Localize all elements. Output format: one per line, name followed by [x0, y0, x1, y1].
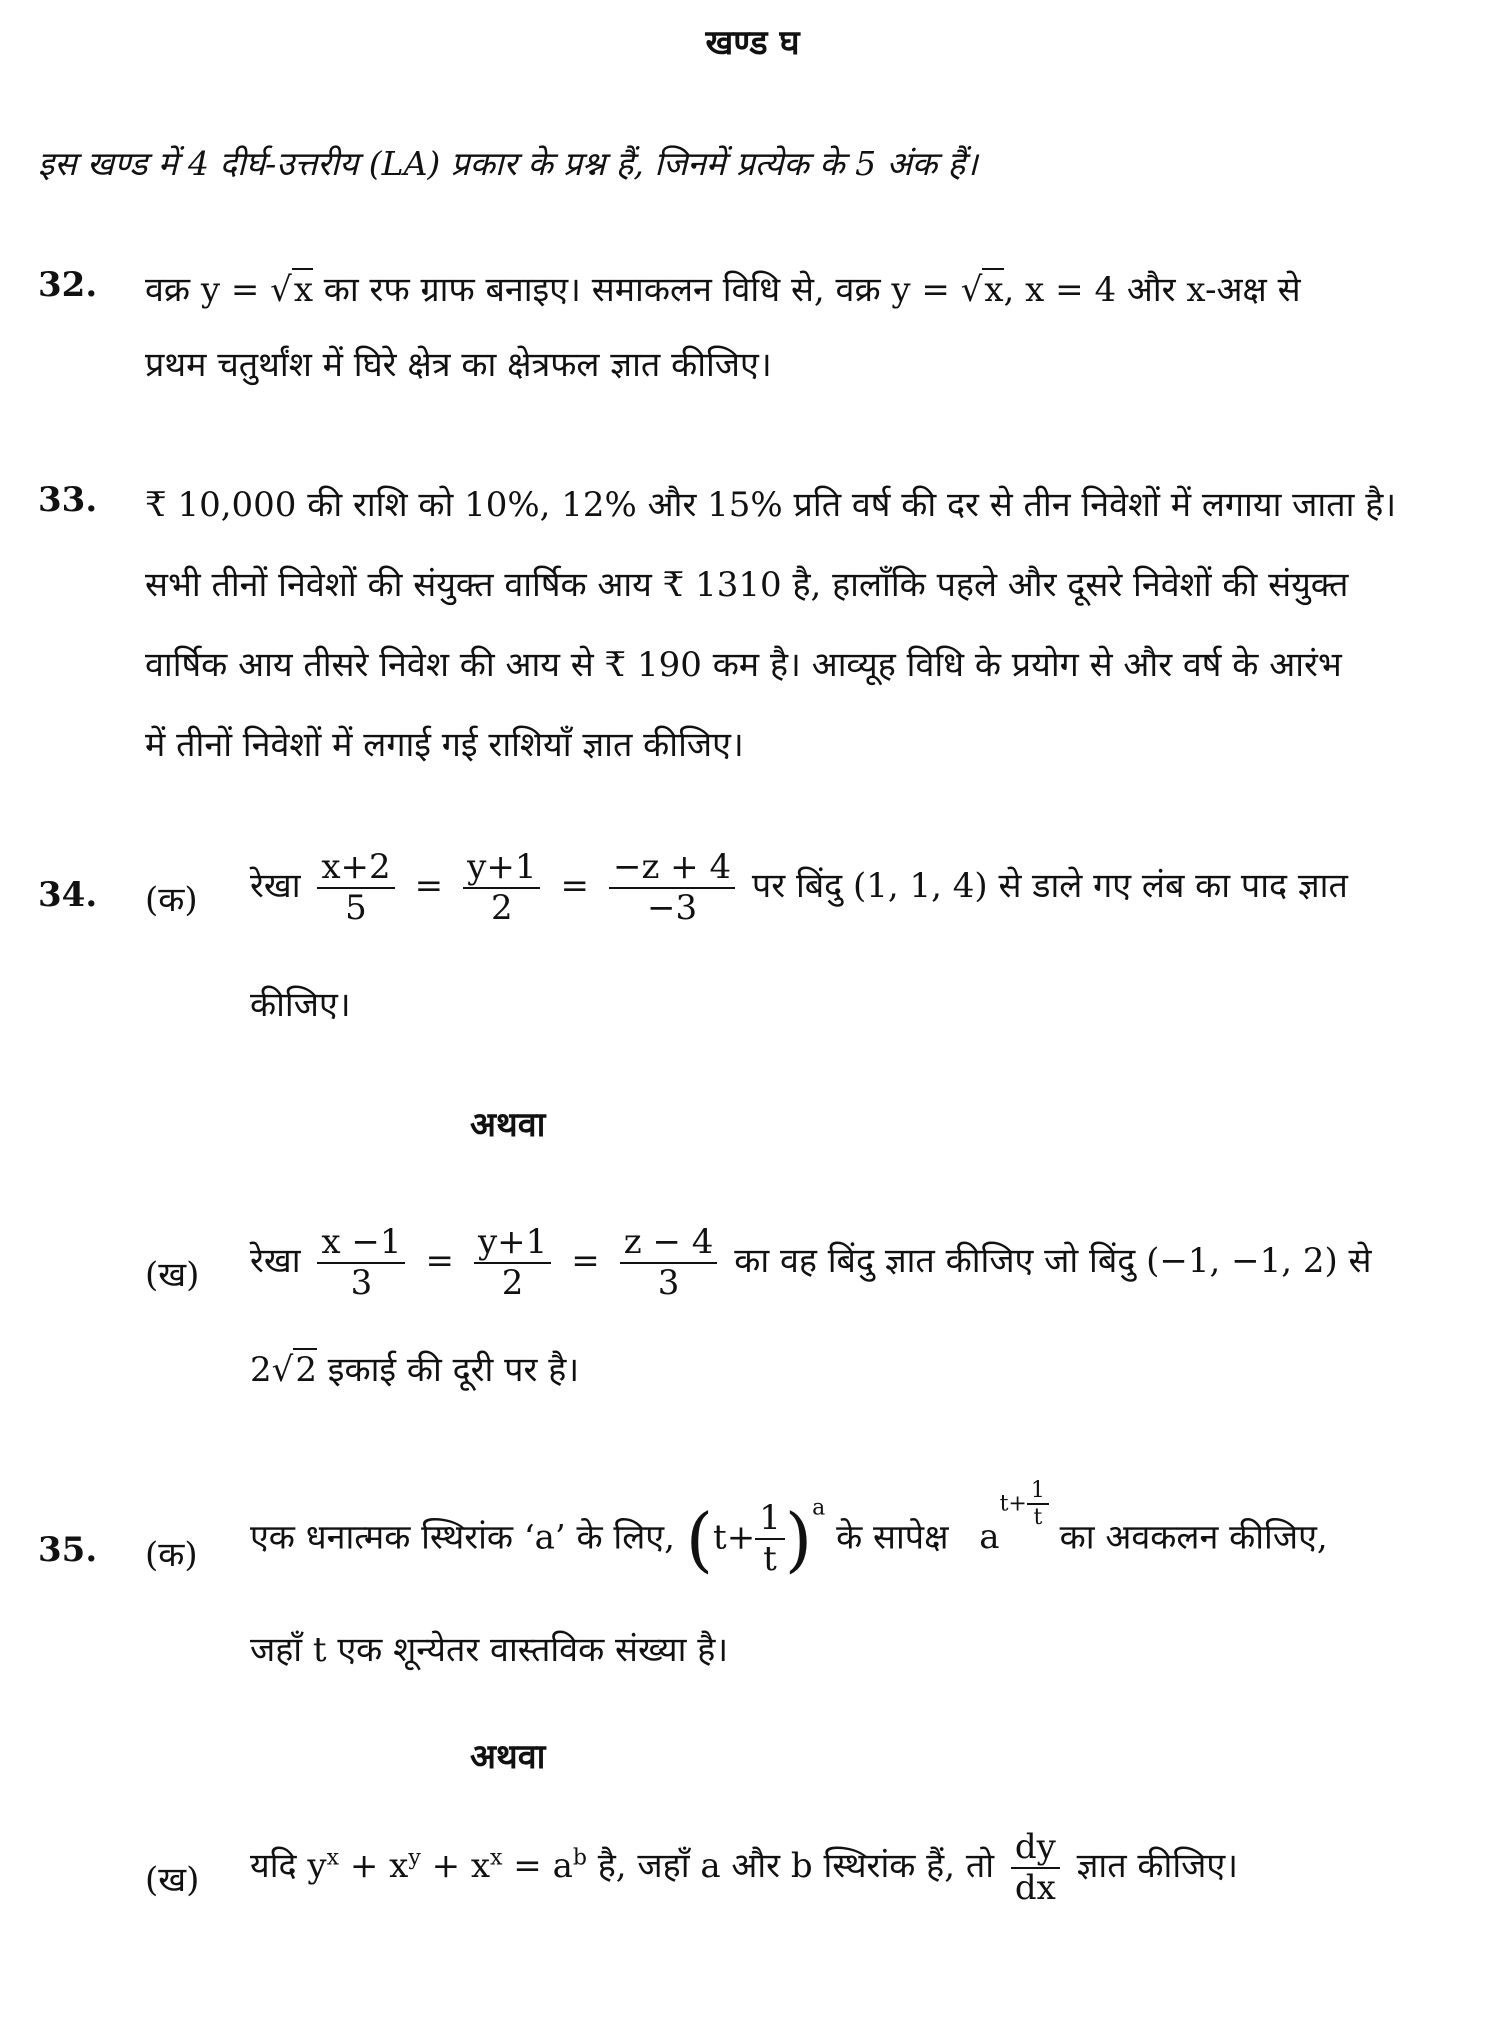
- t-plus: t+: [713, 1517, 756, 1558]
- eq-exp: y: [408, 1845, 421, 1871]
- q33-line: में तीनों निवेशों में लगाई गई राशियाँ ज्ञात कीजिए।: [145, 725, 744, 765]
- q35-part-a-line1: [250, 1478, 1328, 1579]
- numerator: 1: [1027, 1478, 1049, 1505]
- q32-text: का रफ ग्राफ बनाइए। समाकलन विधि से, वक्र y =: [313, 270, 961, 310]
- t-plus: t+: [999, 1491, 1027, 1517]
- fraction: [463, 848, 540, 928]
- eq-term: y: [307, 1846, 327, 1887]
- sqrt-sign: √: [270, 270, 292, 310]
- paren-open: (: [685, 1498, 714, 1581]
- equals: =: [414, 866, 444, 907]
- numerator: y+1: [463, 848, 540, 889]
- fraction: [620, 1223, 718, 1303]
- equals: =: [571, 1241, 600, 1282]
- or-separator: अथवा: [470, 1737, 546, 1777]
- eq-exp: x: [490, 1845, 503, 1871]
- eq-exp: x: [326, 1845, 340, 1871]
- q35-text: ज्ञात कीजिए।: [1076, 1846, 1239, 1887]
- q33-line: सभी तीनों निवेशों की संयुक्त वार्षिक आय ₹ 1310 है, हालाँकि पहले और दूसरे निवेशों की संयुक्त: [145, 565, 1349, 605]
- equation: [307, 1846, 587, 1886]
- numerator: dy: [1011, 1828, 1060, 1869]
- numerator: z − 4: [620, 1223, 718, 1264]
- q34-part-b-line2: [250, 1345, 579, 1391]
- q35-text: है, जहाँ a और b स्थिरांक हैं, तो: [597, 1846, 995, 1887]
- fraction: [474, 1223, 551, 1303]
- fraction: [1027, 1478, 1049, 1531]
- coefficient: 2: [250, 1350, 272, 1390]
- sqrt-sign: √: [960, 270, 983, 310]
- question-number-35: 35.: [38, 1530, 98, 1570]
- denominator: t: [763, 1539, 777, 1580]
- denominator: 2: [501, 1263, 524, 1304]
- numerator: x −1: [317, 1223, 405, 1264]
- numerator: x+2: [317, 848, 394, 889]
- fraction: [755, 1499, 785, 1579]
- eq-exp: b: [572, 1845, 587, 1871]
- section-instructions: इस खण्ड में 4 दीर्घ-उत्तरीय (LA) प्रकार के प्रश्न हैं, जिनमें प्रत्येक के 5 अंक हैं।: [38, 144, 978, 183]
- q35-part-a-line2: जहाँ t एक शून्येतर वास्तविक संख्या है।: [250, 1630, 729, 1670]
- section-title: खण्ड घ: [705, 23, 800, 63]
- fraction: [609, 848, 735, 928]
- denominator: −3: [646, 888, 698, 929]
- q33-line: ₹ 10,000 की राशि को 10%, 12% और 15% प्रति वर्ष की दर से तीन निवेशों में लगाया जाता है।: [145, 485, 1397, 525]
- q34-part-a-label: (क): [145, 880, 198, 920]
- equals: =: [560, 866, 589, 907]
- sqrt-radicand: x: [984, 270, 1004, 310]
- q34-text: इकाई की दूरी पर है।: [316, 1350, 580, 1390]
- numerator: −z + 4: [609, 848, 735, 889]
- eq-term: + x: [339, 1846, 409, 1887]
- fraction: [317, 1223, 405, 1303]
- q35-text: के सापेक्ष: [836, 1517, 949, 1558]
- q35-text: यदि: [250, 1846, 297, 1887]
- base: a: [979, 1517, 1000, 1558]
- q34-part-b-line1: [250, 1223, 1372, 1303]
- q34-part-a-line1: [250, 848, 1348, 928]
- q35-part-a-label: (क): [145, 1535, 198, 1575]
- q32-line1: [145, 265, 1301, 311]
- exponent: a: [812, 1495, 826, 1521]
- denominator: dx: [1014, 1868, 1056, 1909]
- derivative-fraction: [1011, 1828, 1060, 1908]
- q33-line: वार्षिक आय तीसरे निवेश की आय से ₹ 190 कम है। आव्यूह विधि के प्रयोग से और वर्ष के आरंभ: [145, 645, 1342, 685]
- q32-line2: प्रथम चतुर्थांश में घिरे क्षेत्र का क्षेत्रफल ज्ञात कीजिए।: [145, 345, 772, 385]
- question-number-34: 34.: [38, 875, 98, 915]
- q34-part-b-label: (ख): [145, 1255, 200, 1295]
- question-number-33: 33.: [38, 480, 98, 520]
- sqrt-sign: √: [271, 1350, 294, 1390]
- eq-term: = a: [502, 1846, 573, 1887]
- q35-part-b-label: (ख): [145, 1860, 200, 1900]
- q34-text: का वह बिंदु ज्ञात कीजिए जो बिंदु (−1, −1, 2) से: [734, 1241, 1372, 1282]
- q34-text: रेखा: [250, 866, 301, 907]
- paren-close: ): [784, 1498, 813, 1581]
- question-number-32: 32.: [38, 265, 98, 305]
- eq-term: + x: [420, 1846, 491, 1887]
- denominator: 5: [345, 888, 367, 929]
- fraction: [317, 848, 394, 928]
- denominator: t: [1033, 1505, 1043, 1531]
- q34-part-a-line2: कीजिए।: [250, 985, 351, 1025]
- denominator: 3: [350, 1263, 373, 1304]
- denominator: 2: [490, 888, 513, 929]
- sqrt-radicand: x: [293, 270, 313, 310]
- q35-text: का अवकलन कीजिए,: [1059, 1517, 1328, 1558]
- q34-text: पर बिंदु (1, 1, 4) से डाले गए लंब का पाद ज्ञात: [751, 866, 1348, 907]
- sqrt-radicand: 2: [295, 1350, 317, 1390]
- exponent-expression: [1000, 1478, 1049, 1531]
- or-separator: अथवा: [470, 1105, 546, 1145]
- equals: =: [425, 1241, 454, 1282]
- denominator: 3: [657, 1263, 680, 1304]
- q35-text: एक धनात्मक स्थिरांक ‘a’ के लिए,: [250, 1517, 675, 1558]
- numerator: y+1: [474, 1223, 551, 1264]
- q34-text: रेखा: [250, 1241, 301, 1282]
- q35-part-b-line1: [250, 1828, 1238, 1908]
- q32-text: , x = 4 और x-अक्ष से: [1003, 270, 1301, 310]
- numerator: 1: [755, 1499, 785, 1540]
- q32-text: वक्र y =: [145, 270, 271, 310]
